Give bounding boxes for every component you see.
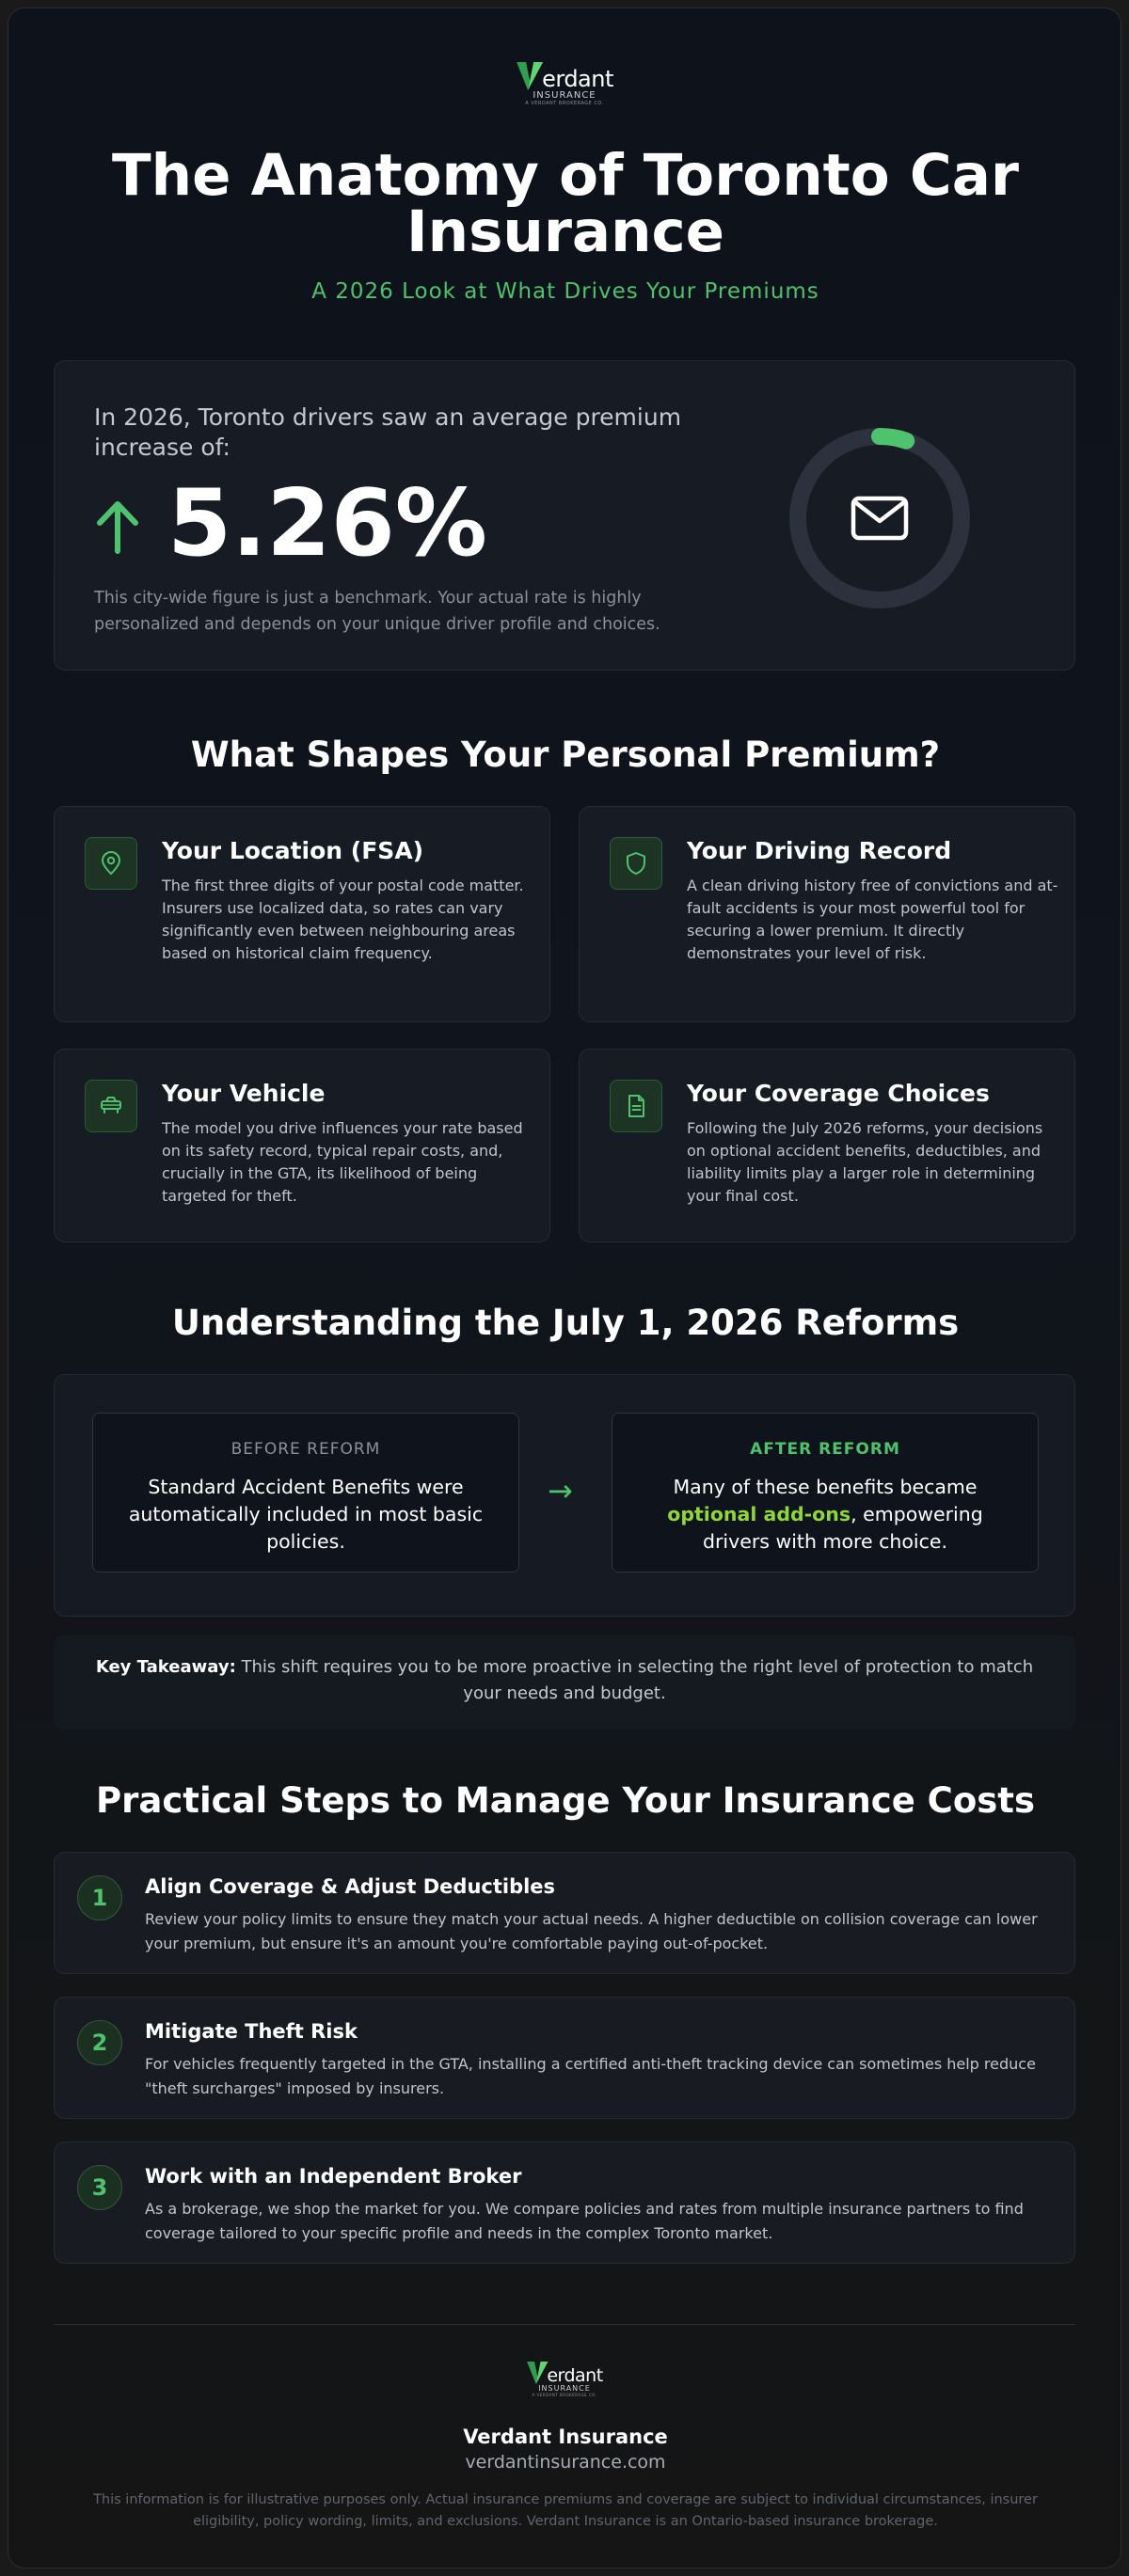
factor-description: The model you drive influences your rate based on its safety record, typical repair costs, and, crucially in the GTA, its likelihood of being targeted for theft. [162,1119,523,1205]
step-card-1 [54,1852,1075,1974]
map-pin-icon [85,837,137,890]
premium-note: This city-wide figure is just a benchmark. Your actual rate is highly personalized and depends on your unique driver profile and choices. [94,589,660,634]
before-reform-label: BEFORE REFORM [231,1440,381,1459]
premium-increase-stat: 5.26% [167,470,487,577]
reforms-section-title: Understanding the July 1, 2026 Reforms [171,1303,960,1343]
factor-card-coverage [579,1049,1075,1242]
factor-card-vehicle [54,1049,550,1242]
factors-section-title: What Shapes Your Personal Premium? [190,735,941,775]
car-icon [85,1080,137,1132]
shield-icon [610,837,662,890]
brand-logo [516,60,613,106]
optional-add-ons-highlight: optional add-ons [667,1503,851,1525]
takeaway-label: Key Takeaway: [95,1657,236,1677]
logo-tagline: A VERDANT BROKERAGE CO. [532,2393,597,2397]
logo-wordmark: erdant [547,2365,603,2386]
arrow-up-icon [94,498,141,555]
factor-title: Your Vehicle [162,1080,326,1107]
factor-title: Your Driving Record [687,837,952,864]
logo-tagline: A VERDANT BROKERAGE CO. [525,101,604,106]
reform-comparison-card [54,1374,1075,1617]
factor-card-driving-record [579,806,1075,1022]
step-card-2 [54,1997,1075,2119]
infographic-page [8,8,1121,2568]
factor-description: The first three digits of your postal code matter. Insurers use localized data, so rates can vary significantly even between neighbouring areas based on historical claim frequency. [162,877,524,962]
premium-progress-ring [788,427,971,609]
step-description: For vehicles frequently targeted in the GTA, installing a certified anti-theft tracking device can sometimes help reduce "theft surcharges" imposed by insurers. [145,2055,1036,2097]
step-title: Align Coverage & Adjust Deductibles [145,1875,556,1898]
factor-title: Your Coverage Choices [687,1080,990,1107]
factor-description: A clean driving history free of convictions and at-fault accidents is your most powerful tool for securing a lower premium. It directly demonstrates your level of risk. [687,877,1058,962]
takeaway-text: This shift requires you to be more proactive in selecting the right level of protection to match your needs and budget. [235,1657,1034,1703]
step-title: Work with an Independent Broker [145,2165,522,2188]
step-number: 2 [77,2020,122,2065]
before-reform-text: Standard Accident Benefits were automatically included in most basic policies. [128,1476,484,1553]
footer-divider [54,2324,1075,2325]
verdant-v-logo-icon [526,2360,549,2386]
page-title: The Anatomy of Toronto Car Insurance [112,142,1019,265]
after-reform-text: Many of these benefits became optional add-ons, empowering drivers with more choice. [667,1476,983,1553]
step-description: Review your policy limits to ensure they match your actual needs. A higher deductible on collision coverage can lower your premium, but ensure it's an amount you're comfortable paying out-of-pocket. [145,1910,1038,1952]
logo-subtitle: INSURANCE [533,90,596,101]
steps-section-title: Practical Steps to Manage Your Insurance Costs [96,1780,1035,1821]
envelope-icon [853,498,906,538]
premium-increase-card [54,360,1075,671]
page-subtitle: A 2026 Look at What Drives Your Premiums [311,279,819,304]
footer-company-name: Verdant Insurance [463,2426,668,2448]
factor-card-location [54,806,550,1022]
factor-title: Your Location (FSA) [162,837,424,864]
arrow-right-icon: → [548,1473,573,1509]
after-reform-box [612,1413,1039,1572]
step-title: Mitigate Theft Risk [145,2020,358,2043]
step-card-3 [54,2141,1075,2264]
footer-disclaimer: This information is for illustrative purposes only. Actual insurance premiums and coverage are subject to individual circumstances, insurer eligibility, policy wording, limits, and exclusions. Verdant Insurance is an Ontario-based insurance brokerage. [93,2492,1038,2529]
footer-website-link[interactable]: verdantinsurance.com [465,2452,666,2473]
footer-logo [526,2360,602,2397]
document-icon [610,1080,662,1132]
factor-description: Following the July 2026 reforms, your decisions on optional accident benefits, deductibles, and liability limits play a larger role in determining your final cost. [687,1119,1043,1205]
premium-lead-text: In 2026, Toronto drivers saw an average premium increase of: [94,403,682,461]
step-description: As a brokerage, we shop the market for you. We compare policies and rates from multiple insurance partners to find coverage tailored to your specific profile and needs in the complex Toronto market. [145,2200,1024,2242]
logo-wordmark: erdant [542,66,613,92]
logo-subtitle: INSURANCE [538,2384,591,2393]
key-takeaway [54,1636,1075,1730]
after-reform-label: AFTER REFORM [750,1440,900,1459]
verdant-v-logo-icon [516,60,544,92]
before-reform-box [92,1413,519,1572]
step-number: 3 [77,2165,122,2210]
step-number: 1 [77,1875,122,1920]
